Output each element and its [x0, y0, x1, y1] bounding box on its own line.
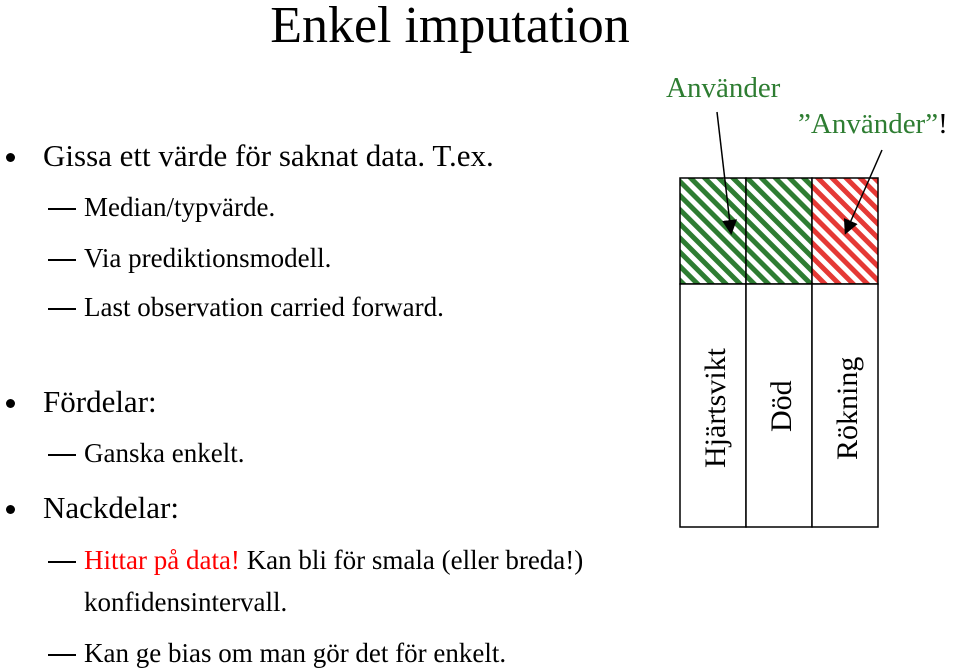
cell-rokning-imputed: [812, 178, 878, 284]
cell-hjartsvikt-imputed: [680, 178, 746, 284]
column-label-rokning: Rökning: [831, 356, 864, 460]
sub-text: Last observation carried forward.: [84, 292, 444, 322]
bullet-text: Gissa ett värde för saknat data. T.ex.: [43, 138, 494, 173]
sub-text-rest: Kan bli för smala (eller breda!): [239, 545, 584, 575]
sub-text: Ganska enkelt.: [84, 438, 245, 468]
sub-text-highlight: Hittar på data!: [84, 545, 240, 575]
column-label-hjartsvikt: Hjärtsvikt: [699, 348, 732, 468]
cell-dod-imputed: [746, 178, 812, 284]
sub-text: Via prediktionsmodell.: [84, 243, 332, 273]
column-label-dod: Död: [765, 380, 798, 432]
sub-text: Median/typvärde.: [84, 192, 276, 222]
sub-text: Kan ge bias om man gör det för enkelt.: [84, 638, 507, 668]
label-used: Använder: [666, 72, 781, 104]
sub-text: konfidensintervall.: [84, 587, 288, 617]
slide-title: Enkel imputation: [270, 0, 630, 54]
label-used-quoted: ”Använder”!: [798, 108, 948, 140]
bullet-text: Nackdelar:: [43, 490, 179, 525]
bullet-text: Fördelar:: [43, 384, 157, 419]
